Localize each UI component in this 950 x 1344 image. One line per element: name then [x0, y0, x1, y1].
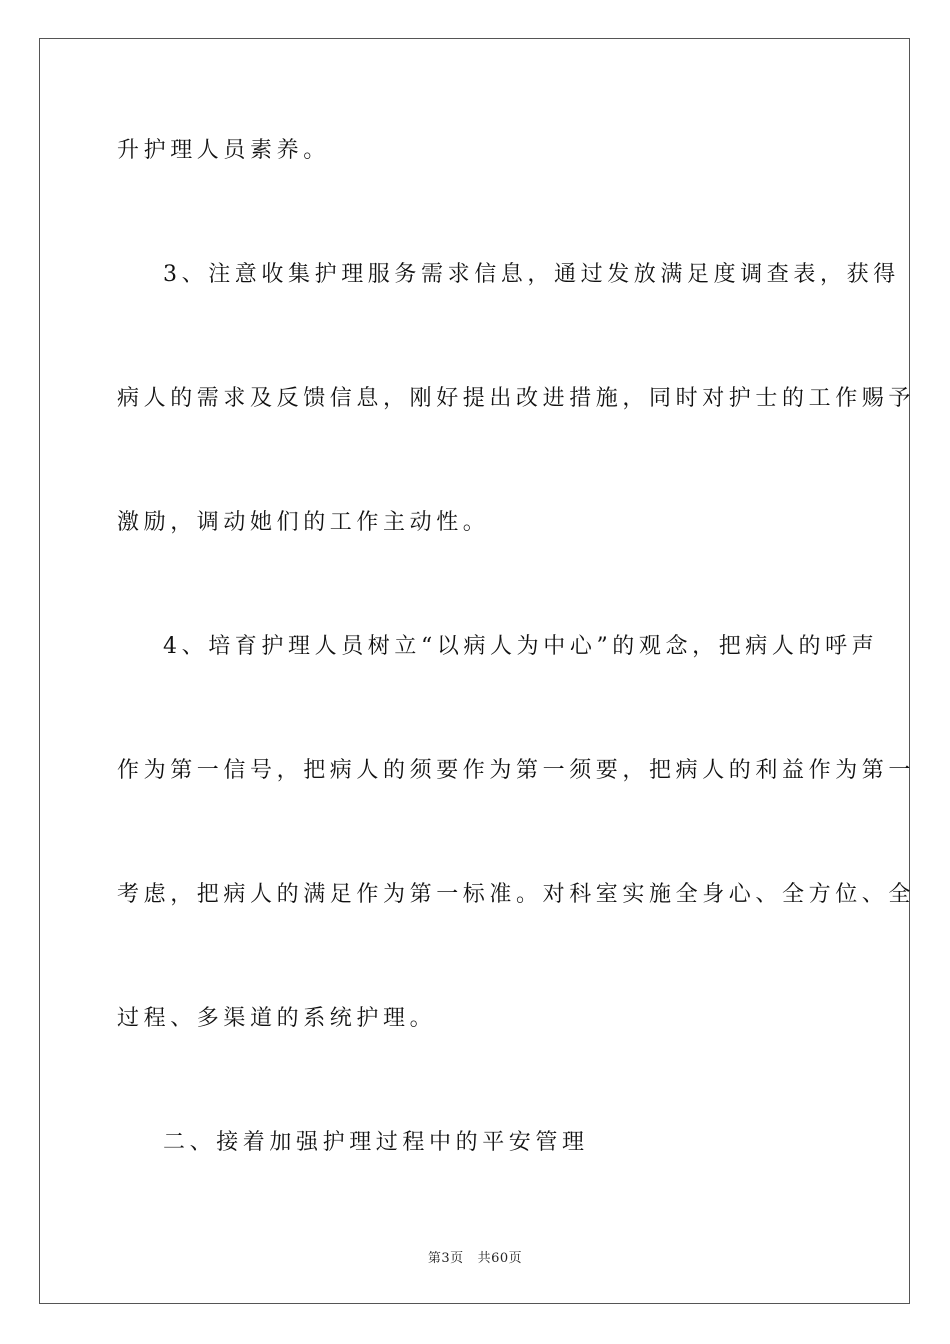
page-number: 第3页 — [427, 1251, 464, 1266]
paragraph-line-1: 升护理人员素养。 — [117, 138, 330, 163]
page-total: 共60页 — [477, 1251, 523, 1266]
paragraph-line-5: 4、培育护理人员树立“以病人为中心”的观念，把病人的呼声 — [163, 634, 879, 659]
paragraph-line-8: 过程、多渠道的系统护理。 — [117, 1006, 437, 1031]
paragraph-line-7: 考虑，把病人的满足作为第一标准。对科室实施全身心、全方位、全 — [117, 882, 916, 907]
paragraph-line-6: 作为第一信号，把病人的须要作为第一须要，把病人的利益作为第一 — [117, 758, 916, 783]
paragraph-line-4: 激励，调动她们的工作主动性。 — [117, 510, 490, 535]
page-footer — [0, 1247, 950, 1266]
paragraph-line-3: 病人的需求及反馈信息，刚好提出改进措施，同时对护士的工作赐予 — [117, 386, 916, 411]
page-border — [39, 38, 910, 1304]
section-heading: 二、接着加强护理过程中的平安管理 — [163, 1130, 589, 1155]
paragraph-line-2: 3、注意收集护理服务需求信息，通过发放满足度调查表，获得 — [163, 262, 900, 287]
